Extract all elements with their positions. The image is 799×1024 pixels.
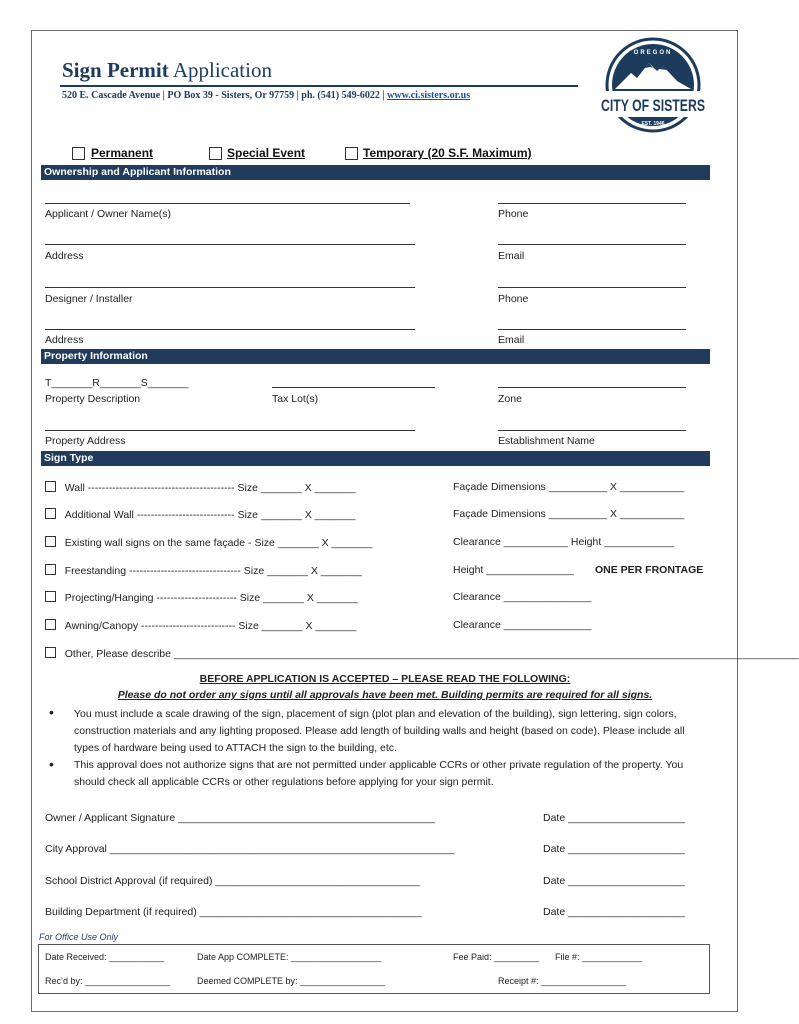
sign-row-wall [45, 481, 355, 494]
school-district-date[interactable]: Date ____________________ [543, 875, 685, 887]
sign-row-right: Height _______________ [453, 564, 574, 576]
notice-heading: BEFORE APPLICATION IS ACCEPTED – PLEASE READ THE FOLLOWING: [199, 673, 571, 685]
property-address-label: Property Address [45, 435, 126, 447]
address1-label: Address [45, 250, 84, 262]
section-ownership: Ownership and Applicant Information [41, 165, 710, 180]
fee-paid-field[interactable]: Fee Paid: _________ [453, 952, 540, 962]
title-rule [60, 85, 578, 87]
recd-by-field[interactable]: Rec’d by: _________________ [45, 976, 171, 986]
notice-bullet-2: This approval does not authorize signs that are not permitted under applicable CCRs or other private regulation of the property. You should check all applicable CCRs or other regulations before applying for your sign permit. [74, 759, 684, 788]
sign-row-right: Façade Dimensions __________ X ___________ [453, 508, 685, 520]
existing-wall-checkbox[interactable] [45, 536, 56, 547]
temporary-label: Temporary (20 S.F. Maximum) [363, 146, 532, 160]
email2-label: Email [498, 334, 525, 346]
trs-field[interactable]: T_______R_______S_______ [45, 377, 189, 389]
email1-label: Email [498, 250, 525, 262]
section-property: Property Information [41, 349, 710, 364]
date-received-field[interactable]: Date Received: ___________ [45, 952, 165, 962]
city-approval-field[interactable]: City Approval ___________________________________________________________ [45, 843, 455, 855]
owner-signature-date[interactable]: Date ____________________ [543, 812, 685, 824]
sign-row-right: Clearance _______________ [453, 619, 592, 631]
sign-row-label: Freestanding -------------------------------- Size _______ X _______ [64, 565, 362, 577]
address2-label: Address [45, 334, 84, 346]
title-bold: Sign Permit [62, 58, 169, 82]
sign-row-label: Additional Wall ---------------------------- Size _______ X _______ [64, 509, 356, 521]
sign-row-right: Façade Dimensions __________ X ___________ [453, 481, 685, 493]
logo-main-text: CITY OF SISTERS [601, 96, 705, 115]
sign-row-label: Awning/Canopy --------------------------- Size _______ X _______ [64, 620, 357, 632]
zone-label: Zone [498, 393, 522, 405]
tax-lot-label: Tax Lot(s) [272, 393, 319, 405]
website-link[interactable]: www.ci.sisters.or.us [387, 90, 471, 101]
zone-line[interactable] [498, 387, 686, 388]
sign-row-label: Projecting/Hanging ----------------------- Size _______ X _______ [64, 592, 358, 604]
permanent-checkbox[interactable] [72, 147, 85, 160]
page-title [62, 58, 272, 83]
temporary-checkbox[interactable] [345, 147, 358, 160]
other-checkbox[interactable] [45, 647, 56, 658]
special-event-checkbox[interactable] [209, 147, 222, 160]
notice-bullet-1: You must include a scale drawing of the sign, placement of sign (plot plan and elevation of the building), sign lettering, sign colors, construction materials and any lighting proposed. Please add length of building walls and height (based on code). Please include all types of hardware being used to ATTACH the sign to the building, etc. [74, 708, 685, 754]
notice-subheading: Please do not order any signs until all approvals have been met. Building permits are required for all signs. [117, 689, 653, 701]
date-app-complete-field[interactable]: Date App COMPLETE: __________________ [197, 952, 382, 962]
sign-row-right: Clearance _______________ [453, 591, 592, 603]
sign-row-other [45, 647, 799, 660]
section-sign-type: Sign Type [41, 451, 710, 466]
projecting-checkbox[interactable] [45, 591, 56, 602]
office-use-heading: For Office Use Only [39, 932, 119, 942]
additional-wall-checkbox[interactable] [45, 508, 56, 519]
owner-signature-field[interactable]: Owner / Applicant Signature ____________________________________________ [45, 812, 436, 824]
establishment-label: Establishment Name [498, 435, 595, 447]
address2-line[interactable] [45, 329, 415, 330]
building-department-date[interactable]: Date ____________________ [543, 906, 685, 918]
sign-row-label: Wall ------------------------------------------ Size _______ X _______ [64, 482, 356, 494]
awning-checkbox[interactable] [45, 619, 56, 630]
property-description-label: Property Description [45, 393, 141, 405]
email2-line[interactable] [498, 329, 686, 330]
permanent-label: Permanent [91, 146, 154, 160]
phone2-label: Phone [498, 293, 529, 305]
sign-row-projecting [45, 591, 358, 604]
bullet-icon: • [49, 704, 54, 720]
phone1-line[interactable] [498, 203, 686, 204]
contact-line [62, 90, 470, 101]
city-of-sisters-logo [597, 37, 709, 135]
deemed-complete-field[interactable]: Deemed COMPLETE by: _________________ [197, 976, 386, 986]
one-per-frontage: ONE PER FRONTAGE [595, 564, 704, 576]
applicant-label: Applicant / Owner Name(s) [45, 208, 172, 220]
sign-row-label: Existing wall signs on the same façade - Size _______ X _______ [64, 537, 373, 549]
establishment-line[interactable] [498, 430, 686, 431]
logo-est-text: EST. 1946 [641, 121, 665, 127]
title-light: Application [168, 58, 272, 82]
sign-row-right: Clearance ___________ Height ____________ [453, 536, 675, 548]
other-label: Other, Please describe ___________________________________________________________________________________________________________ [64, 648, 799, 660]
logo-top-text: OREGON [633, 50, 673, 56]
address1-line[interactable] [45, 244, 415, 245]
tax-lot-line[interactable] [272, 387, 435, 388]
phone1-label: Phone [498, 208, 529, 220]
phone2-line[interactable] [498, 287, 686, 288]
property-address-line[interactable] [45, 430, 415, 431]
wall-checkbox[interactable] [45, 481, 56, 492]
receipt-number-field[interactable]: Receipt #: _________________ [498, 976, 627, 986]
applicant-line[interactable] [45, 203, 410, 204]
sign-row-additional-wall [45, 508, 356, 521]
special-event-label: Special Event [227, 146, 306, 160]
sign-row-existing-wall [45, 536, 372, 549]
designer-line[interactable] [45, 287, 415, 288]
address-text: 520 E. Cascade Avenue | PO Box 39 - Sisters, Or 97759 | ph. (541) 549-6022 | [62, 90, 388, 101]
email1-line[interactable] [498, 244, 686, 245]
city-approval-date[interactable]: Date ____________________ [543, 843, 685, 855]
file-number-field[interactable]: File #: ____________ [555, 952, 643, 962]
freestanding-checkbox[interactable] [45, 564, 56, 575]
bullet-icon: • [49, 756, 54, 772]
sign-row-freestanding [45, 564, 362, 577]
designer-label: Designer / Installer [45, 293, 133, 305]
sign-row-awning [45, 619, 356, 632]
building-department-field[interactable]: Building Department (if required) ______________________________________ [45, 906, 422, 918]
school-district-field[interactable]: School District Approval (if required) ___________________________________ [45, 875, 420, 887]
